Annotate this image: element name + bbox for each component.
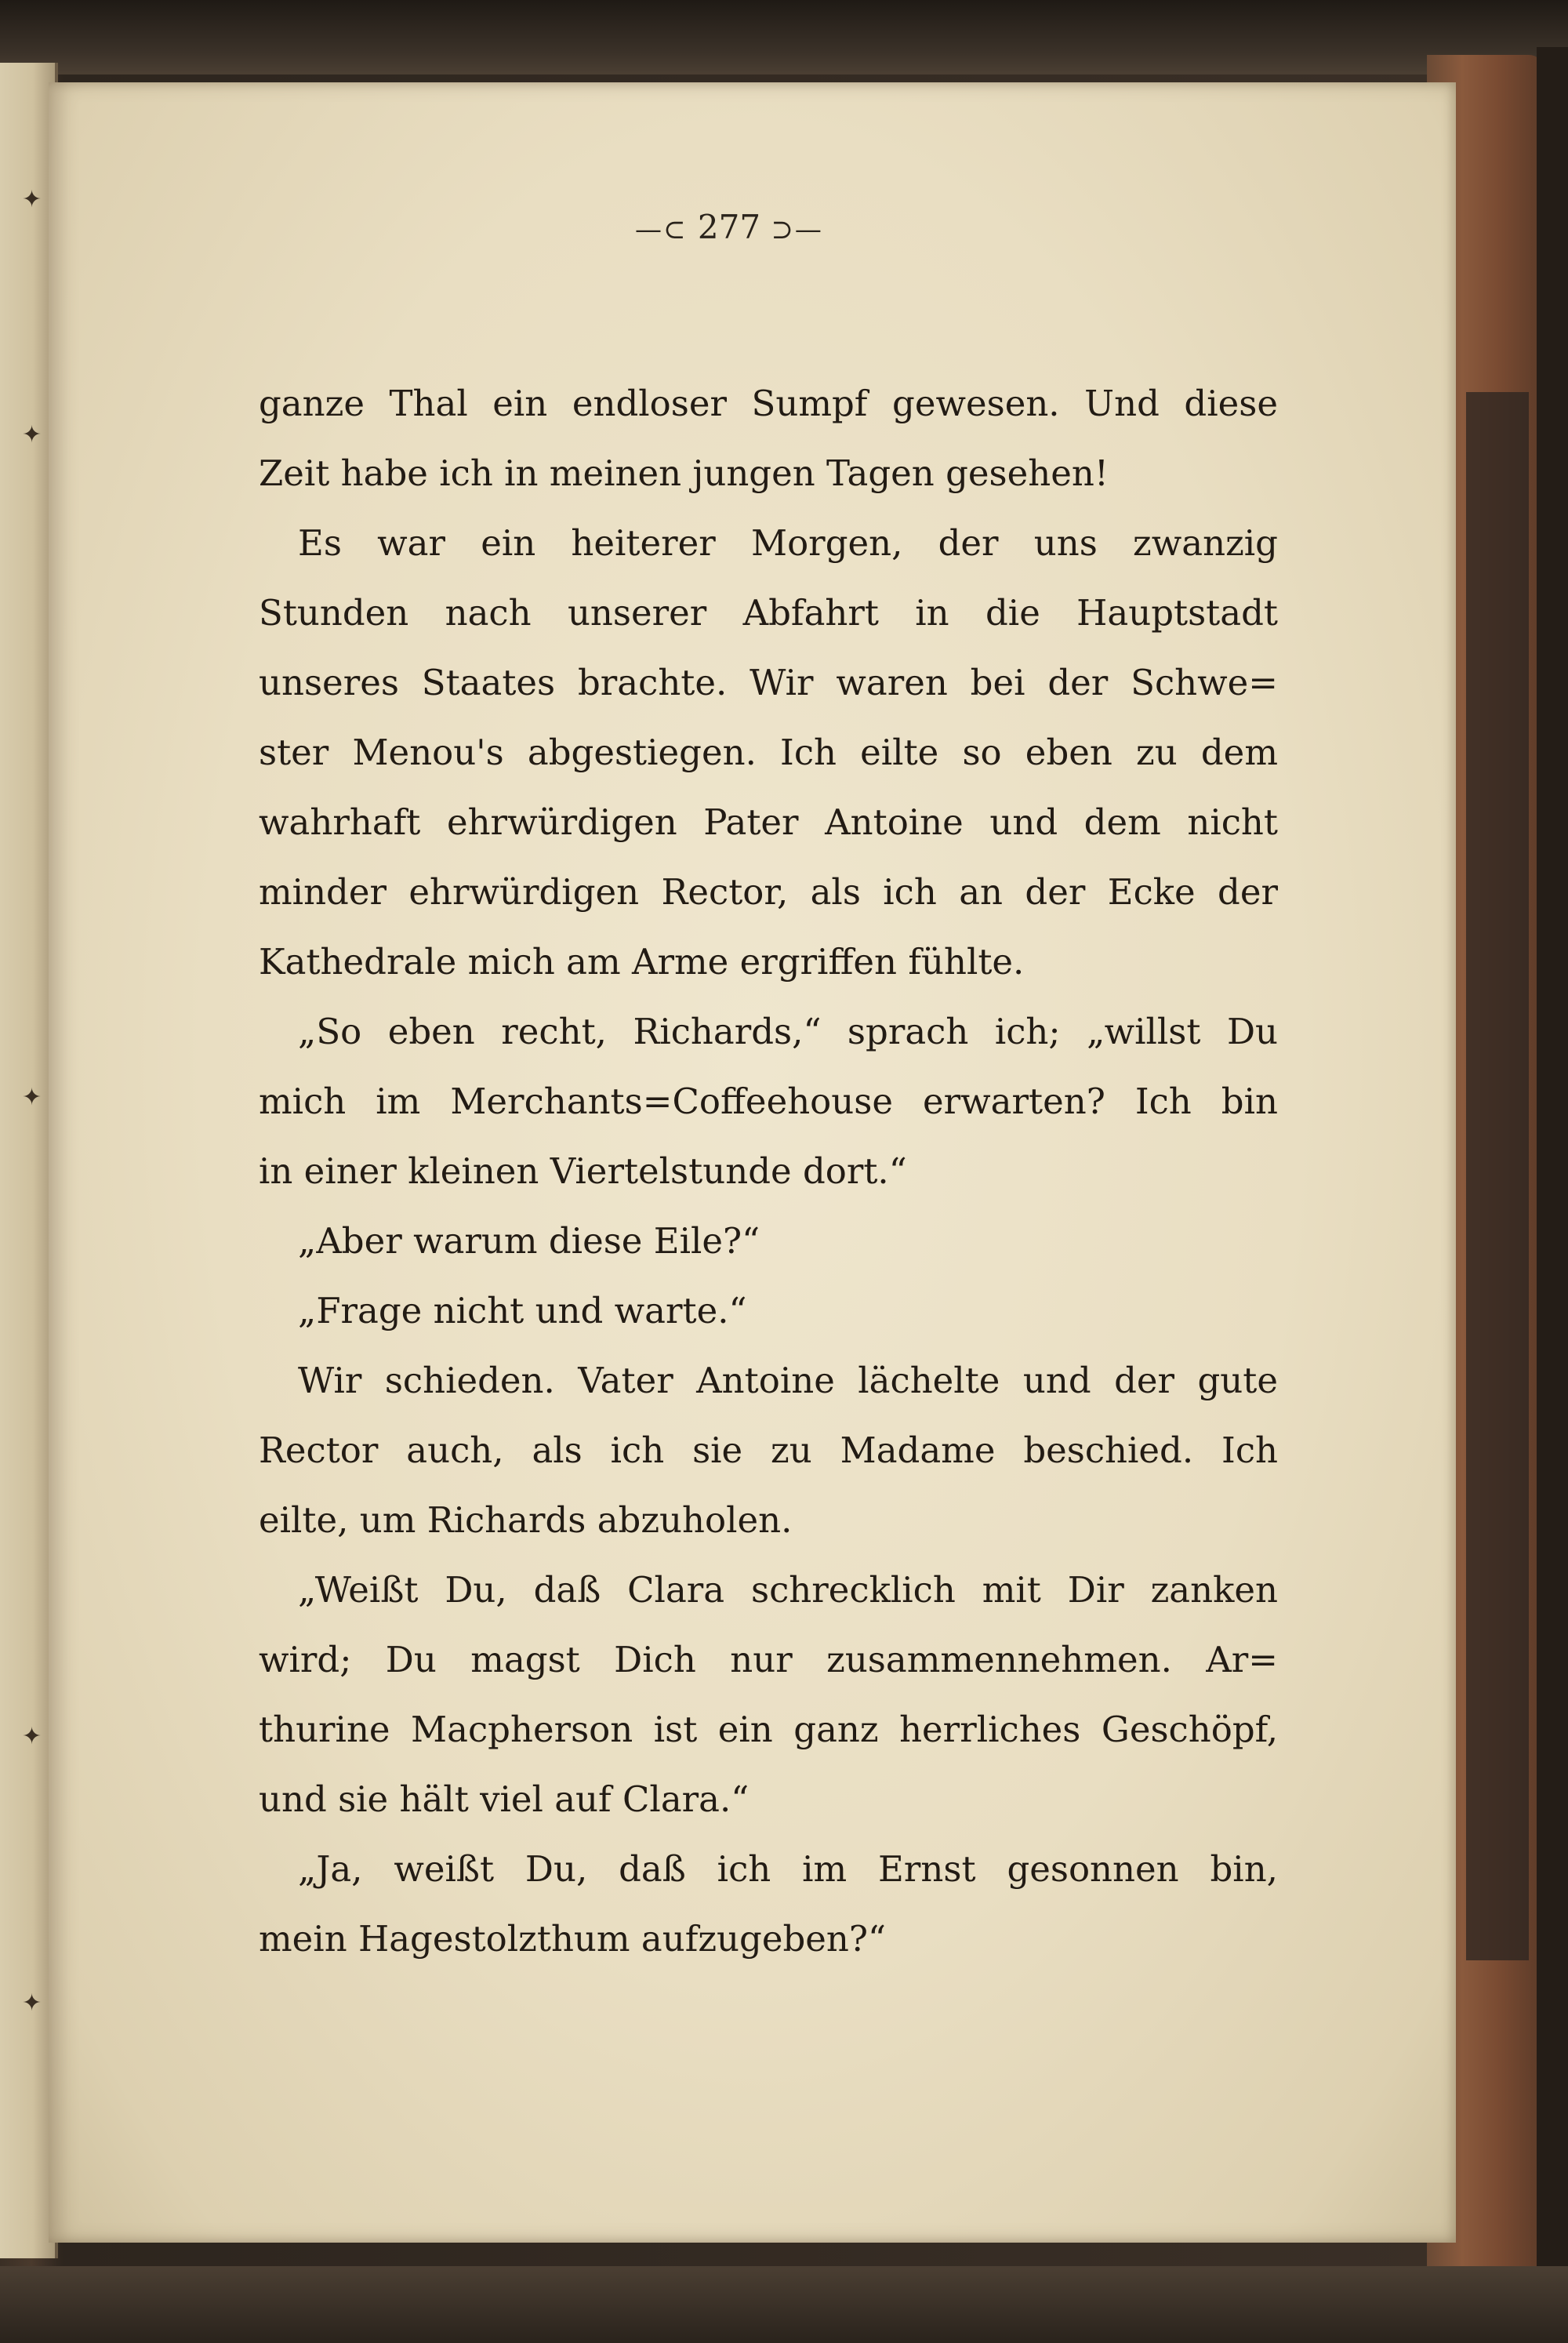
ornament-right: ⊃— <box>771 214 823 245</box>
page-body-text <box>259 369 1278 1974</box>
text-line: „Ja, weißt Du, daß ich im Ernst gesonnen bin, <box>298 1848 1278 1890</box>
text-line: unseres Staates brachte. Wir waren bei der Schwe= <box>259 662 1278 703</box>
text-line: wird; Du magst Dich nur zusammennehmen. Ar= <box>259 1639 1278 1680</box>
text-line: wahrhaft ehrwürdigen Pater Antoine und dem nicht <box>259 801 1278 843</box>
text-line: Es war ein heiterer Morgen, der uns zwanzig <box>298 522 1278 564</box>
text-line: minder ehrwürdigen Rector, als ich an der Ecke der <box>259 871 1278 913</box>
scan-background-bottom <box>0 2266 1568 2343</box>
text-line: mein Hagestolzthum aufzugeben?“ <box>259 1918 887 1960</box>
text-line: ster Menou's abgestiegen. Ich eilte so eben zu dem <box>259 732 1278 773</box>
binding-stitch-icon: ✦ <box>22 186 42 213</box>
text-line: eilte, um Richards abzuholen. <box>259 1499 793 1541</box>
scan-background-right <box>1537 47 1568 2343</box>
text-line: in einer kleinen Viertelstunde dort.“ <box>259 1150 907 1192</box>
binding-stitch-icon: ✦ <box>22 1084 42 1111</box>
text-line: „Aber warum diese Eile?“ <box>298 1220 760 1262</box>
binding-stitch-icon: ✦ <box>22 421 42 449</box>
ornament-left: —⊂ <box>635 214 688 245</box>
text-line: Kathedrale mich am Arme ergriffen fühlte. <box>259 941 1025 983</box>
scan-background-top <box>0 0 1568 74</box>
page-number-header <box>541 208 917 246</box>
text-line: mich im Merchants=Coffeehouse erwarten? Ich bin <box>259 1081 1278 1122</box>
text-line: Rector auch, als ich sie zu Madame beschied. Ich <box>259 1429 1278 1471</box>
text-line: „So eben recht, Richards,“ sprach ich; „willst Du <box>298 1011 1278 1052</box>
text-line: Stunden nach unserer Abfahrt in die Hauptstadt <box>259 592 1278 634</box>
binding-stitch-icon: ✦ <box>22 1723 42 1750</box>
cover-wear-patch <box>1466 392 1529 1960</box>
binding-stitch-icon: ✦ <box>22 1989 42 2017</box>
text-line: Zeit habe ich in meinen jungen Tagen gesehen! <box>259 452 1109 494</box>
text-line: und sie hält viel auf Clara.“ <box>259 1778 750 1820</box>
text-line: thurine Macpherson ist ein ganz herrliches Geschöpf, <box>259 1709 1278 1750</box>
page-number: 277 <box>697 208 761 246</box>
text-line: „Frage nicht und warte.“ <box>298 1290 747 1331</box>
text-line: „Weißt Du, daß Clara schrecklich mit Dir zanken <box>298 1569 1278 1611</box>
text-line: ganze Thal ein endloser Sumpf gewesen. Und diese <box>259 383 1278 424</box>
text-line: Wir schieden. Vater Antoine lächelte und der gute <box>298 1360 1278 1401</box>
